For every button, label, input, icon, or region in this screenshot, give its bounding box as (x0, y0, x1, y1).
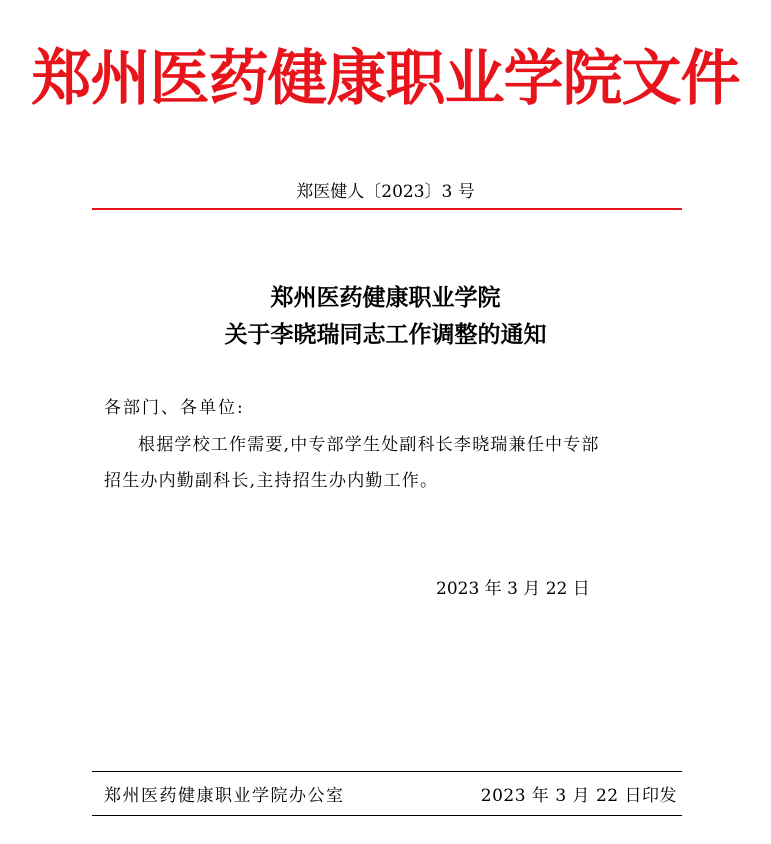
footer-top-rule (92, 771, 682, 772)
red-separator-line (92, 208, 682, 210)
salutation: 各部门、各单位: (104, 398, 245, 418)
notice-title-line-1: 郑州医药健康职业学院 (270, 284, 501, 311)
body-paragraph-line-2: 招生办内勤副科长,主持招生办内勤工作。 (104, 471, 439, 491)
signature-date: 2023 年 3 月 22 日 (436, 579, 590, 599)
footer-bottom-rule (92, 815, 682, 816)
document-number: 郑医健人〔2023〕3 号 (296, 182, 475, 202)
document-header-title: 郑州医药健康职业学院文件 (31, 44, 740, 114)
footer-issuer: 郑州医药健康职业学院办公室 (104, 786, 345, 806)
body-paragraph-line-1: 根据学校工作需要,中专部学生处副科长李晓瑞兼任中专部 (138, 435, 600, 455)
footer-issue-date: 2023 年 3 月 22 日印发 (480, 786, 677, 806)
notice-title-line-2: 关于李晓瑞同志工作调整的通知 (224, 321, 547, 348)
